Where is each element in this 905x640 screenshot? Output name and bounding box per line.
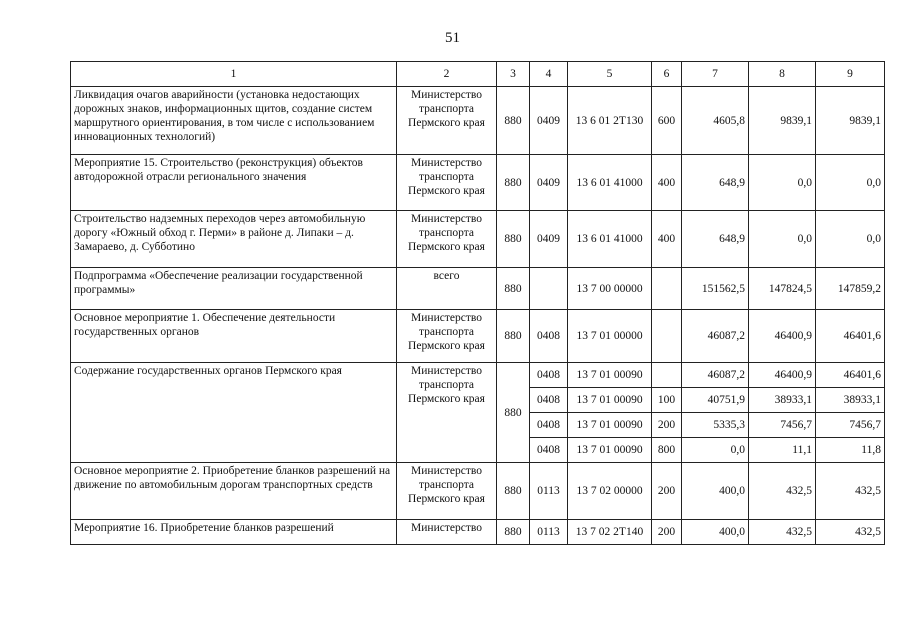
row-c5: 13 7 01 00000 (568, 310, 652, 363)
row-c4: 0409 (530, 211, 568, 268)
row-name: Подпрограмма «Обеспечение реализации государственной программы» (71, 268, 397, 310)
row-c9: 0,0 (816, 211, 885, 268)
row-c3: 880 (497, 155, 530, 211)
table-row (71, 520, 885, 545)
row-c7: 46087,2 (682, 310, 749, 363)
row-agency: Министерство транспорта Пермского края (397, 155, 497, 211)
row-c8: 11,1 (749, 438, 816, 463)
header-cell: 7 (682, 62, 749, 87)
row-c8: 38933,1 (749, 388, 816, 413)
row-c7: 4605,8 (682, 87, 749, 155)
row-c5: 13 7 01 00090 (568, 388, 652, 413)
budget-table (70, 61, 885, 545)
row-name: Строительство надземных переходов через автомобильную дорогу «Южный обход г. Перми» в районе д. Липаки – д. Замараево, д. Субботино (71, 211, 397, 268)
row-c3: 880 (497, 463, 530, 520)
row-c8: 46400,9 (749, 363, 816, 388)
row-c6: 400 (652, 155, 682, 211)
row-c9: 38933,1 (816, 388, 885, 413)
row-c9: 9839,1 (816, 87, 885, 155)
row-c4 (530, 268, 568, 310)
row-c9: 0,0 (816, 155, 885, 211)
row-c5: 13 6 01 41000 (568, 211, 652, 268)
row-c8: 0,0 (749, 155, 816, 211)
row-c8: 46400,9 (749, 310, 816, 363)
header-cell: 9 (816, 62, 885, 87)
row-c3: 880 (497, 87, 530, 155)
row-c6 (652, 268, 682, 310)
row-c8: 432,5 (749, 463, 816, 520)
group-c3: 880 (497, 363, 530, 463)
header-row (71, 62, 885, 87)
row-name: Мероприятие 16. Приобретение бланков разрешений (71, 520, 397, 545)
table-row (71, 463, 885, 520)
table-row (71, 155, 885, 211)
header-cell: 5 (568, 62, 652, 87)
row-c4: 0113 (530, 520, 568, 545)
header-cell: 4 (530, 62, 568, 87)
row-c4: 0408 (530, 388, 568, 413)
row-c5: 13 7 01 00090 (568, 363, 652, 388)
row-c7: 648,9 (682, 211, 749, 268)
row-c8: 0,0 (749, 211, 816, 268)
table-row (71, 310, 885, 363)
header-cell: 3 (497, 62, 530, 87)
row-c5: 13 7 01 00090 (568, 438, 652, 463)
row-c8: 432,5 (749, 520, 816, 545)
row-c7: 400,0 (682, 520, 749, 545)
row-c5: 13 7 01 00090 (568, 413, 652, 438)
row-agency: Министерство транспорта Пермского края (397, 463, 497, 520)
row-c4: 0408 (530, 438, 568, 463)
row-agency: всего (397, 268, 497, 310)
row-name: Мероприятие 15. Строительство (реконструкция) объектов автодорожной отрасли регионального значения (71, 155, 397, 211)
row-c7: 0,0 (682, 438, 749, 463)
group-name: Содержание государственных органов Пермского края (71, 363, 397, 463)
row-c6: 100 (652, 388, 682, 413)
row-c9: 7456,7 (816, 413, 885, 438)
header-cell: 6 (652, 62, 682, 87)
row-name: Основное мероприятие 1. Обеспечение деятельности государственных органов (71, 310, 397, 363)
row-c9: 46401,6 (816, 363, 885, 388)
row-agency: Министерство (397, 520, 497, 545)
header-cell: 8 (749, 62, 816, 87)
row-c4: 0409 (530, 87, 568, 155)
table-row (71, 363, 885, 388)
row-name: Ликвидация очагов аварийности (установка недостающих дорожных знаков, информационных щитов, создание систем маршрутного ориентирования, в том числе с использованием инновационных технологий) (71, 87, 397, 155)
row-c3: 880 (497, 520, 530, 545)
row-agency: Министерство транспорта Пермского края (397, 211, 497, 268)
row-c8: 9839,1 (749, 87, 816, 155)
group-agency: Министерство транспорта Пермского края (397, 363, 497, 463)
table-row (71, 268, 885, 310)
row-c3: 880 (497, 310, 530, 363)
row-c6: 200 (652, 520, 682, 545)
row-c6 (652, 363, 682, 388)
row-agency: Министерство транспорта Пермского края (397, 87, 497, 155)
row-c8: 7456,7 (749, 413, 816, 438)
row-c5: 13 6 01 2Т130 (568, 87, 652, 155)
row-c8: 147824,5 (749, 268, 816, 310)
row-c5: 13 7 02 2Т140 (568, 520, 652, 545)
row-c4: 0409 (530, 155, 568, 211)
row-c4: 0113 (530, 463, 568, 520)
table-row (71, 87, 885, 155)
row-c5: 13 7 00 00000 (568, 268, 652, 310)
page-number: 51 (445, 30, 460, 46)
row-c4: 0408 (530, 363, 568, 388)
row-c7: 648,9 (682, 155, 749, 211)
row-c9: 432,5 (816, 520, 885, 545)
row-c7: 46087,2 (682, 363, 749, 388)
row-c9: 46401,6 (816, 310, 885, 363)
row-c4: 0408 (530, 310, 568, 363)
row-c3: 880 (497, 268, 530, 310)
row-c7: 151562,5 (682, 268, 749, 310)
row-agency: Министерство транспорта Пермского края (397, 310, 497, 363)
row-c3: 880 (497, 211, 530, 268)
row-c4: 0408 (530, 413, 568, 438)
row-c6: 200 (652, 463, 682, 520)
row-name: Основное мероприятие 2. Приобретение бланков разрешений на движение по автомобильным дорогам транспортных средств (71, 463, 397, 520)
row-c6: 400 (652, 211, 682, 268)
header-cell: 2 (397, 62, 497, 87)
row-c5: 13 7 02 00000 (568, 463, 652, 520)
row-c7: 40751,9 (682, 388, 749, 413)
row-c9: 11,8 (816, 438, 885, 463)
row-c7: 5335,3 (682, 413, 749, 438)
row-c5: 13 6 01 41000 (568, 155, 652, 211)
row-c6: 800 (652, 438, 682, 463)
row-c7: 400,0 (682, 463, 749, 520)
row-c9: 147859,2 (816, 268, 885, 310)
header-cell: 1 (71, 62, 397, 87)
table-row (71, 211, 885, 268)
row-c9: 432,5 (816, 463, 885, 520)
row-c6: 200 (652, 413, 682, 438)
row-c6 (652, 310, 682, 363)
row-c6: 600 (652, 87, 682, 155)
